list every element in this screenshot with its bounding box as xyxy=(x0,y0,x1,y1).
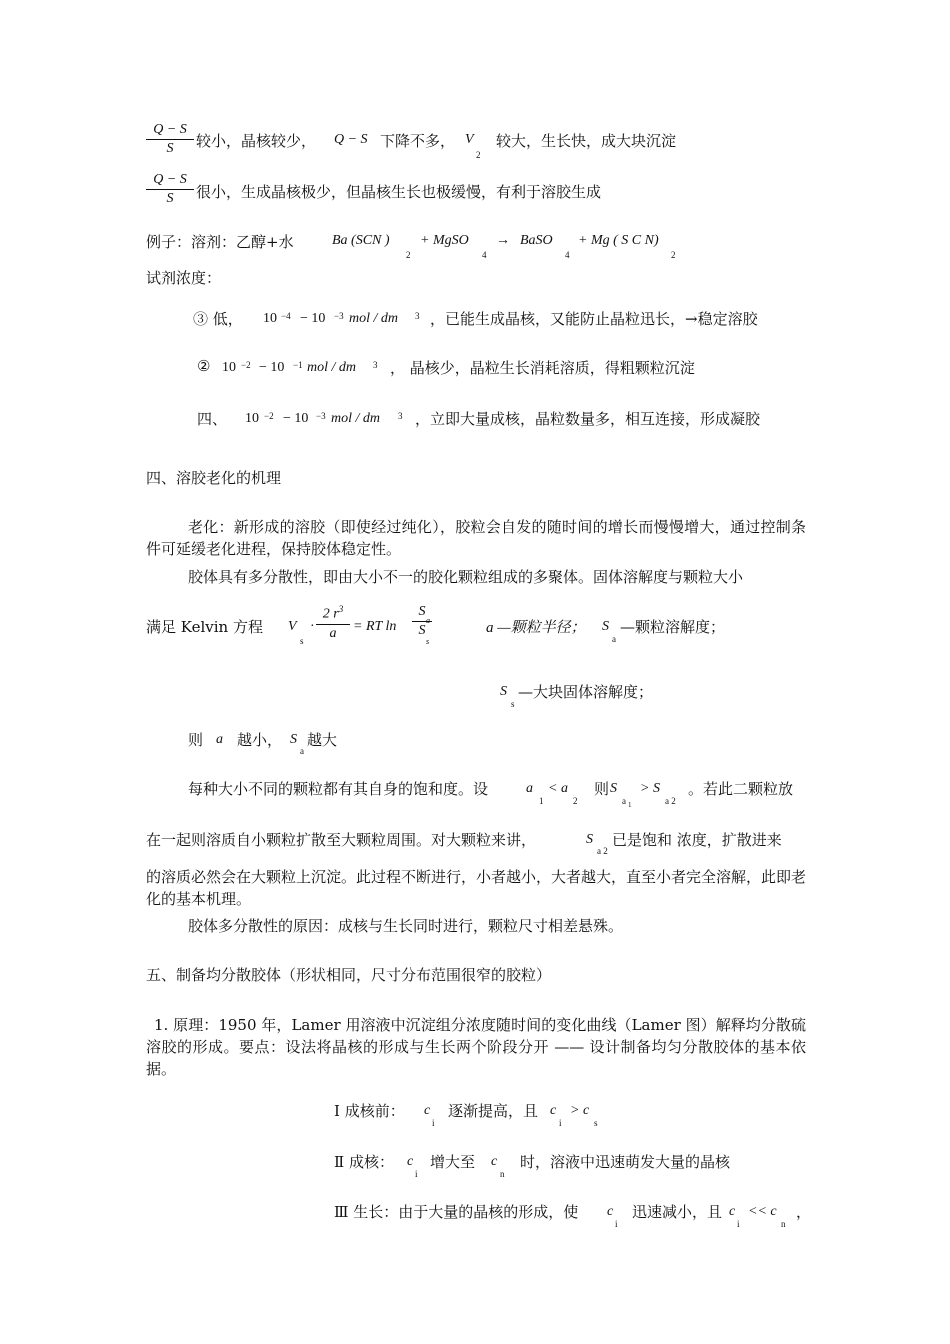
aging-paragraph-1: 老化：新形成的溶胶（即使经过纯化），胶粒会自发的随时间的增长而慢慢增大，通过控制条件可延缓老化进程，保持胶体稳定性。 xyxy=(146,518,806,558)
sat-gt: > S xyxy=(640,781,660,796)
sat-text2: 。若此二颗粒放 xyxy=(688,780,794,798)
example-sub-4: 2 xyxy=(671,250,676,260)
then-b: 越小， xyxy=(237,731,283,749)
conc-text: ， 晶核少，晶粒生长消耗溶质，得粗颗粒沉淀 xyxy=(390,359,695,377)
principle-paragraph: 1. 原理：1950 年，Lamer 用溶液中沉淀组分浓度随时间的变化曲线（Lamer 图）解释均分散硫溶胶的形成。要点：设法将晶核的形成与生长两个阶段分开 —— 设计制备均匀分散胶体的基本依据。 xyxy=(146,1016,806,1078)
def-a-text: a —颗粒半径； xyxy=(486,620,586,636)
fraction-denominator: S xyxy=(166,191,174,206)
stage-c: c xyxy=(407,1154,414,1169)
aging-paragraph-4: 胶体多分散性的原因：成核与生长同时进行，颗粒尺寸相差悬殊。 xyxy=(188,917,624,935)
fraction-bar xyxy=(146,189,194,190)
stage-label: Ⅲ 生长：由于大量的晶核的形成，使 xyxy=(334,1203,579,1221)
conc-exp2: −3 xyxy=(316,411,326,421)
stage-tail: ， xyxy=(796,1203,812,1221)
conc-base: 10 xyxy=(222,360,236,375)
stage-c2: c xyxy=(729,1204,736,1219)
conc-base: 10 xyxy=(245,411,259,426)
conc-dash: − 10 xyxy=(259,360,285,375)
stage-c2-sub: n xyxy=(500,1169,505,1179)
kelvin-sa-sub: a xyxy=(426,616,430,625)
diffuse-s-sub: a 2 xyxy=(597,846,608,856)
conc-unit-exp: 3 xyxy=(373,360,378,370)
kelvin-ratio xyxy=(412,604,432,646)
kelvin-def-ss: S xyxy=(500,684,507,699)
stage-c-sub: i xyxy=(432,1118,435,1128)
example-eq-b: + MgSO xyxy=(420,233,469,248)
conc-unit-exp: 3 xyxy=(415,311,420,321)
conc-exp2: −3 xyxy=(334,311,344,321)
fraction-numerator: Q − S xyxy=(153,122,187,137)
stage-c: c xyxy=(607,1204,614,1219)
kelvin-def-sa-text: —颗粒溶解度； xyxy=(620,618,726,636)
conc-marker: 四、 xyxy=(197,410,228,428)
kelvin-def-sa-sub: a xyxy=(612,634,616,644)
stage-c3-sub: s xyxy=(594,1118,598,1128)
sat-s1-subsub: 1 xyxy=(628,801,632,809)
kelvin-ss-sub: s xyxy=(426,637,430,646)
kelvin-fraction xyxy=(316,604,350,642)
kelvin-def-a xyxy=(486,616,586,637)
kelvin-ss: S xyxy=(418,623,426,638)
conc-exp1: −2 xyxy=(264,411,274,421)
diffuse-text2: 已是饱和 浓度，扩散进来 xyxy=(612,831,782,849)
section-4-title: 四、溶胶老化的机理 xyxy=(146,469,282,487)
then-var: a xyxy=(216,732,223,747)
section-5-title: 五、制备均分散胶体（形状相同，尺寸分布范围很窄的胶粒） xyxy=(146,966,552,984)
conc-marker: ③ 低， xyxy=(193,310,243,328)
fraction-q-minus-s-over-s xyxy=(146,122,194,157)
stage-tail: 时，溶液中迅速萌发大量的晶核 xyxy=(520,1153,731,1171)
then-s-sub: a xyxy=(300,746,304,756)
sat-a2-sub: 2 xyxy=(573,796,578,806)
conc-unit: mol / dm xyxy=(307,360,356,375)
concentration-label: 试剂浓度： xyxy=(146,269,222,287)
conc-exp2: −1 xyxy=(293,360,303,370)
example-sub-2: 4 xyxy=(482,250,487,260)
stage-op: << c xyxy=(748,1204,777,1219)
conc-marker: ② xyxy=(197,357,211,375)
kelvin-ratio-numerator xyxy=(412,604,432,625)
kelvin-def-ss-text: —大块固体溶解度； xyxy=(518,683,654,701)
example-sub-1: 2 xyxy=(406,250,411,260)
stage-label: Ⅱ 成核： xyxy=(334,1153,394,1171)
stage-c2-sub: i xyxy=(559,1118,562,1128)
stage-text: 增大至 xyxy=(430,1153,476,1171)
kelvin-lead: 满足 Kelvin 方程 xyxy=(146,618,263,636)
sat-text1: 每种大小不同的颗粒都有其自身的饱和度。设 xyxy=(188,780,489,798)
conc-exp1: −4 xyxy=(281,311,291,321)
stage-c-sub: i xyxy=(615,1219,618,1229)
kelvin-num-sup: 3 xyxy=(338,604,344,614)
then-a: 则 xyxy=(188,731,204,749)
fraction-denominator: S xyxy=(166,141,174,156)
conc-unit: mol / dm xyxy=(331,411,380,426)
sat-then: 则 xyxy=(594,780,610,798)
aging-paragraph-2: 胶体具有多分散性，即由大小不一的胶化颗粒组成的多聚体。固体溶解度与颗粒大小 xyxy=(188,568,744,586)
stage-c2: c xyxy=(491,1154,498,1169)
line1-v: V xyxy=(465,132,474,147)
sat-lt: < a xyxy=(548,781,568,796)
then-c: 越大 xyxy=(307,731,338,749)
fraction-bar xyxy=(316,624,350,625)
example-arrow: → xyxy=(496,233,510,248)
conc-unit: mol / dm xyxy=(349,311,398,326)
line2-text: 很小，生成晶核极少，但晶核生长也极缓慢，有利于溶胶生成 xyxy=(196,183,602,201)
stage-label: Ⅰ 成核前： xyxy=(334,1102,405,1120)
example-eq-a: Ba (SCN ) xyxy=(332,233,390,248)
kelvin-num-text: 2 r xyxy=(322,606,339,622)
sat-a1-sub: 1 xyxy=(539,796,544,806)
conc-dash: − 10 xyxy=(300,311,326,326)
stage-c2: c xyxy=(550,1103,557,1118)
fraction-numerator: Q − S xyxy=(153,172,187,187)
example-eq-c: BaSO xyxy=(520,233,553,248)
line1-text-c: 较大，生长快，成大块沉淀 xyxy=(496,132,677,150)
diffuse-s: S xyxy=(586,832,593,847)
stage-c-sub: i xyxy=(415,1169,418,1179)
kelvin-sa: S xyxy=(418,604,426,619)
kelvin-fraction-numerator xyxy=(316,604,350,623)
line1-text-b: 下降不多， xyxy=(380,132,456,150)
conc-exp1: −2 xyxy=(241,360,251,370)
example-eq-d: + Mg ( S C N) xyxy=(578,233,659,248)
kelvin-dot: · xyxy=(310,619,315,634)
line1-text-a: 较小，晶核较少， xyxy=(196,132,317,150)
kelvin-vs-sub: s xyxy=(300,636,304,646)
kelvin-def-ss-sub: s xyxy=(511,699,515,709)
conc-text: ，已能生成晶核，又能防止晶粒迅长，→稳定溶胶 xyxy=(430,310,758,328)
kelvin-fraction-denominator: a xyxy=(329,625,337,641)
sat-s1-sub: a xyxy=(622,796,626,806)
stage-text: 迅速减小，且 xyxy=(632,1203,723,1221)
line1-expr: Q − S xyxy=(334,132,368,147)
kelvin-def-sa: S xyxy=(602,619,609,634)
kelvin-vs: V xyxy=(288,619,297,634)
stage-c2-sub: i xyxy=(737,1219,740,1229)
conc-dash: − 10 xyxy=(283,411,309,426)
sat-a1: a xyxy=(526,781,533,796)
conc-base: 10 xyxy=(263,311,277,326)
kelvin-ratio-denominator xyxy=(412,623,432,646)
kelvin-eq: = RT ln xyxy=(353,619,397,634)
stage-op: > c xyxy=(570,1103,590,1118)
line1-v-sub: 2 xyxy=(476,150,481,160)
sat-s1: S xyxy=(610,781,617,796)
diffuse-text1: 在一起则溶质自小颗粒扩散至大颗粒周围。对大颗粒来讲， xyxy=(146,831,537,849)
stage-c3-sub: n xyxy=(781,1219,786,1229)
example-label: 例子：溶剂：乙醇+水 xyxy=(146,233,294,251)
fraction-q-minus-s-over-s-2 xyxy=(146,172,194,207)
example-sub-3: 4 xyxy=(565,250,570,260)
fraction-bar xyxy=(146,139,194,140)
conc-text: ，立即大量成核，晶粒数量多，相互连接，形成凝胶 xyxy=(415,410,761,428)
stage-text: 逐渐提高，且 xyxy=(448,1102,539,1120)
sat-s2-sub: a 2 xyxy=(665,796,676,806)
conc-unit-exp: 3 xyxy=(398,411,403,421)
stage-c: c xyxy=(424,1103,431,1118)
aging-paragraph-3: 的溶质必然会在大颗粒上沉淀。此过程不断进行，小者越小，大者越大，直至小者完全溶解，此即老化的基本机理。 xyxy=(146,868,807,908)
then-s: S xyxy=(290,732,297,747)
